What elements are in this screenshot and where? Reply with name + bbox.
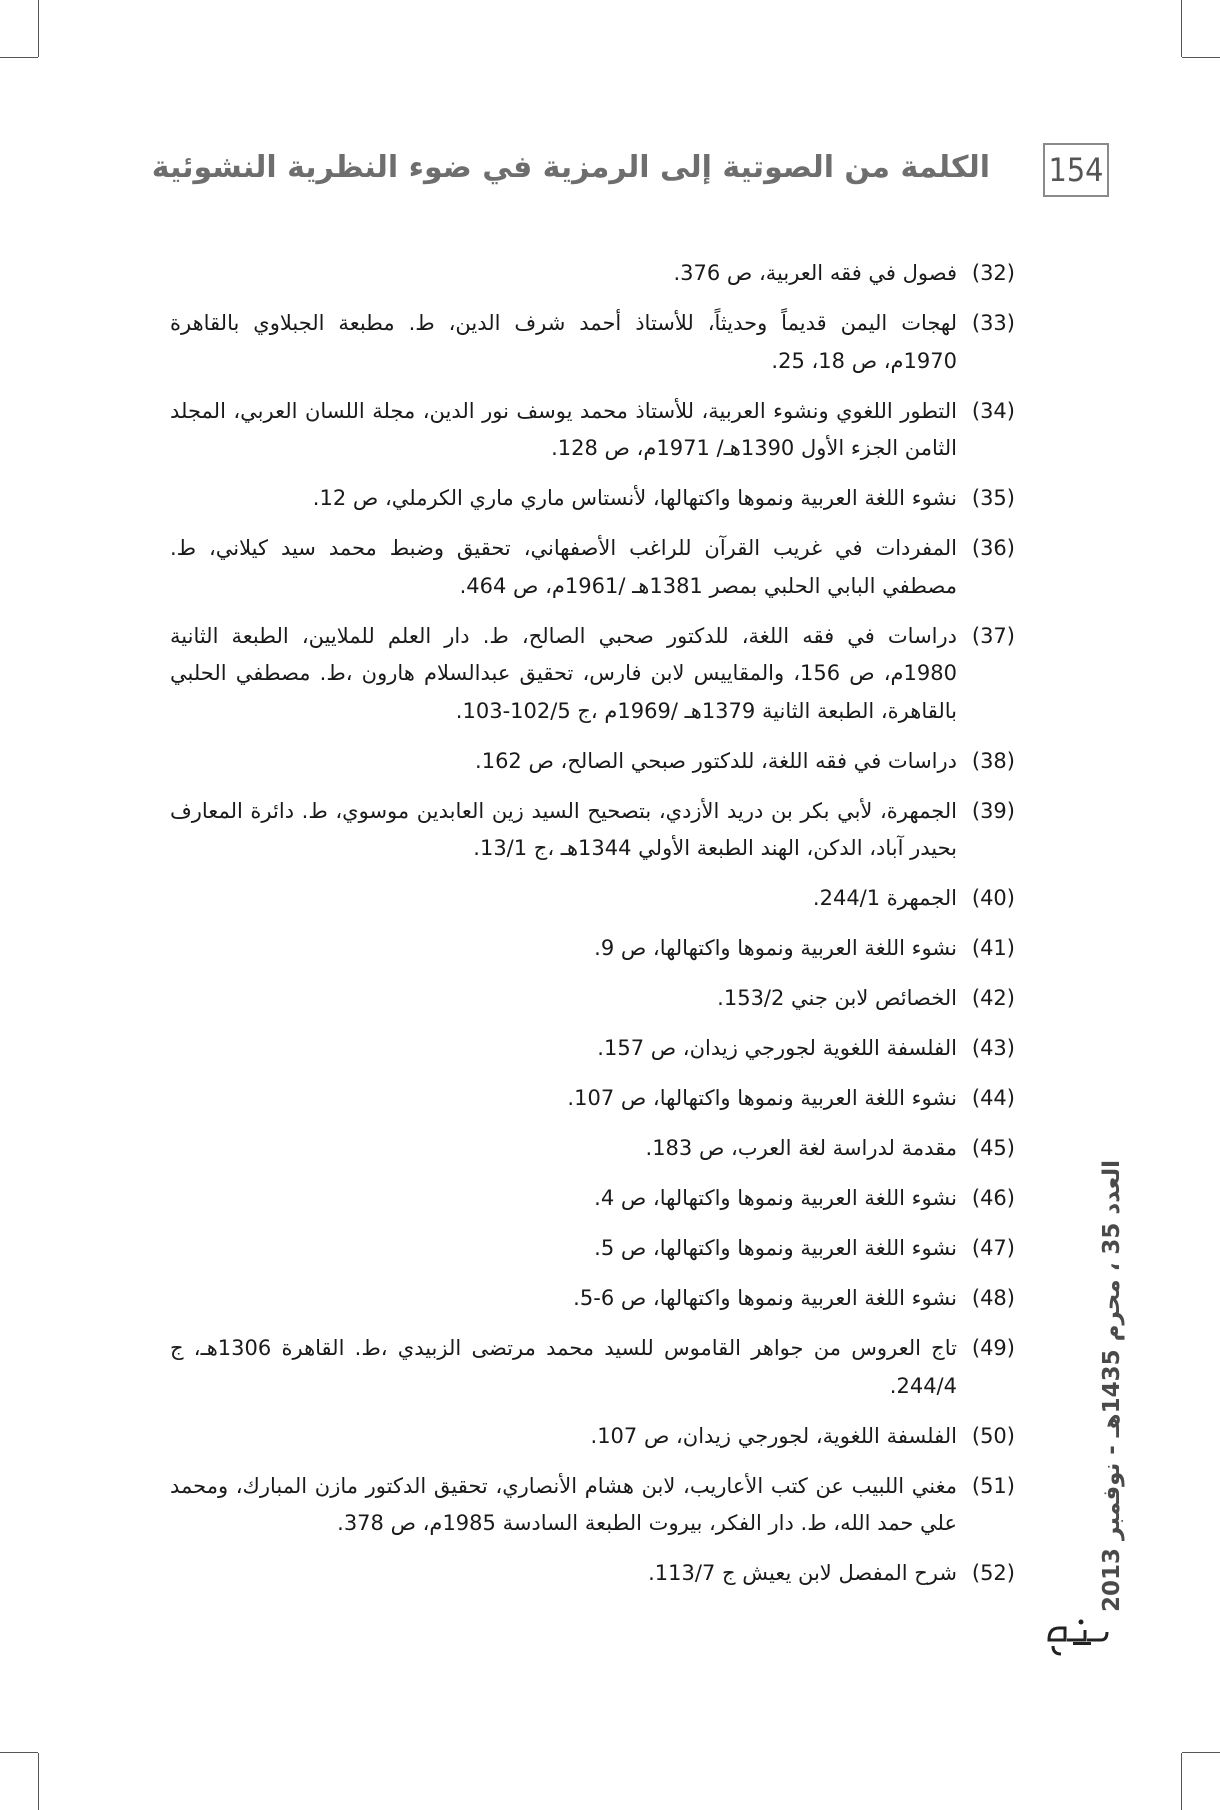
footnote-item (170, 880, 1015, 918)
crop-mark (1181, 0, 1182, 57)
footnote-number: (48) (971, 1286, 1015, 1310)
footnote-item (170, 743, 1015, 781)
footnote-number: (37) (971, 623, 1015, 648)
footnote-item (170, 980, 1015, 1018)
footnote-number: (38) (971, 748, 1015, 773)
footnote-text: نشوء اللغة العربية ونموها واكتهالها، ص 4. (594, 1186, 957, 1210)
footnote-text: فصول في فقه العربية، ص 376. (673, 261, 957, 285)
footnote-item (170, 793, 1015, 868)
journal-logo-icon (1045, 1610, 1115, 1660)
footnote-number: (33) (971, 311, 1015, 335)
footnote-item (170, 1230, 1015, 1268)
footnote-item (170, 1080, 1015, 1118)
footnote-number: (39) (971, 798, 1015, 823)
footnote-number: (49) (971, 1336, 1015, 1360)
footnote-number: (45) (971, 1136, 1015, 1160)
footnote-item (170, 393, 1015, 468)
footnote-number: (52) (971, 1561, 1015, 1585)
footnote-text: مقدمة لدراسة لغة العرب، ص 183. (645, 1136, 957, 1160)
crop-mark (0, 1752, 38, 1753)
footnotes-list (170, 255, 1015, 1605)
footnote-text: الخصائص لابن جني 153/2. (717, 986, 957, 1010)
footnote-text: الفلسفة اللغوية لجورجي زيدان، ص 157. (597, 1036, 957, 1060)
footnote-text: شرح المفصل لابن يعيش ج 113/7. (648, 1561, 957, 1585)
issue-sidebar (1052, 1160, 1125, 1613)
footnote-text: المفردات في غريب القرآن للراغب الأصفهاني، تحقيق وضبط محمد سيد كيلاني، ط. مصطفي البابي الحلبي بمصر 1381هـ /1961م، ص 464. (170, 536, 957, 598)
footnote-item (170, 1180, 1015, 1218)
footnote-number: (44) (971, 1086, 1015, 1110)
footnote-text: نشوء اللغة العربية ونموها واكتهالها، لأنستاس ماري ماري الكرملي، ص 12. (312, 486, 957, 510)
footnote-number: (46) (971, 1186, 1015, 1210)
issue-info: العدد 35 ، محرم 1435هـ - نوفمبر 2013 (1099, 1160, 1125, 1613)
footnote-text: التطور اللغوي ونشوء العربية، للأستاذ محمد يوسف نور الدين، مجلة اللسان العربي، المجلد الثامن الجزء الأول 1390هـ/ 1971م، ص 128. (170, 398, 957, 460)
footnote-number: (47) (971, 1236, 1015, 1260)
footnote-item (170, 1330, 1015, 1405)
footnote-number: (40) (971, 886, 1015, 910)
footnote-text: لهجات اليمن قديماً وحديثاً، للأستاذ أحمد شرف الدين، ط. مطبعة الجبلاوي بالقاهرة 1970م، ص 18، 25. (170, 311, 957, 373)
footnote-text: نشوء اللغة العربية ونموها واكتهالها، ص 5. (594, 1236, 957, 1260)
footnote-text: دراسات في فقه اللغة، للدكتور صحبي الصالح، ط. دار العلم للملايين، الطبعة الثانية 1980م، ص 156، والمقاييس لابن فارس، تحقيق عبدالسلام هارون ،ط. مصطفي الحلبي بالقاهرة، الطبعة الثانية 1379هـ /1969م ،ج 102/5-103. (170, 623, 957, 723)
footnote-item (170, 930, 1015, 968)
footnote-item (170, 1280, 1015, 1318)
footnote-number: (35) (971, 486, 1015, 510)
footnote-number: (36) (971, 536, 1015, 560)
footnote-item (170, 530, 1015, 605)
journal-logo (1045, 1610, 1115, 1660)
footnote-text: الجمهرة، لأبي بكر بن دريد الأزدي، بتصحيح السيد زين العابدين موسوي، ط. دائرة المعارف بحيدر آباد، الدكن، الهند الطبعة الأولي 1344هـ ،ج 13/1. (170, 798, 957, 860)
footnote-item (170, 1130, 1015, 1168)
footnote-text: نشوء اللغة العربية ونموها واكتهالها، ص 6-5. (573, 1286, 957, 1310)
svg-text:جـذور: جـذور (1080, 1652, 1083, 1653)
footnote-text: نشوء اللغة العربية ونموها واكتهالها، ص 9. (594, 936, 957, 960)
running-header-title: الكلمة من الصوتية إلى الرمزية في ضوء النظرية النشوئية (151, 150, 990, 185)
crop-mark (38, 0, 39, 57)
footnote-item (170, 618, 1015, 731)
crop-mark (1182, 57, 1220, 58)
footnote-text: الجمهرة 244/1. (812, 886, 957, 910)
footnote-item (170, 480, 1015, 518)
footnote-number: (32) (971, 261, 1015, 285)
footnote-text: تاج العروس من جواهر القاموس للسيد محمد مرتضى الزبيدي ،ط. القاهرة 1306هـ، ج 244/4. (170, 1336, 957, 1398)
footnote-number: (43) (971, 1036, 1015, 1060)
footnote-item (170, 1555, 1015, 1593)
crop-mark (1182, 1752, 1220, 1753)
footnote-number: (50) (971, 1423, 1015, 1448)
footnote-item (170, 1030, 1015, 1068)
footnote-text: الفلسفة اللغوية، لجورجي زيدان، ص 107. (590, 1423, 957, 1448)
footnote-item (170, 1418, 1015, 1456)
footnote-text: نشوء اللغة العربية ونموها واكتهالها، ص 107. (567, 1086, 957, 1110)
footnote-number: (34) (971, 398, 1015, 423)
footnote-number: (42) (971, 986, 1015, 1010)
page-number: 154 (1043, 143, 1109, 197)
footnote-item (170, 255, 1015, 293)
crop-mark (1181, 1753, 1182, 1810)
footnote-number: (41) (971, 936, 1015, 960)
footnote-item (170, 1468, 1015, 1543)
crop-mark (38, 1753, 39, 1810)
footnote-item (170, 305, 1015, 380)
crop-mark (0, 57, 38, 58)
footnote-text: دراسات في فقه اللغة، للدكتور صبحي الصالح، ص 162. (475, 748, 957, 773)
footnote-text: مغني اللبيب عن كتب الأعاريب، لابن هشام الأنصاري، تحقيق الدكتور مازن المبارك، ومحمد علي حمد الله، ط. دار الفكر، بيروت الطبعة السادسة 1985م، ص 378. (170, 1473, 957, 1535)
footnote-number: (51) (971, 1473, 1015, 1498)
